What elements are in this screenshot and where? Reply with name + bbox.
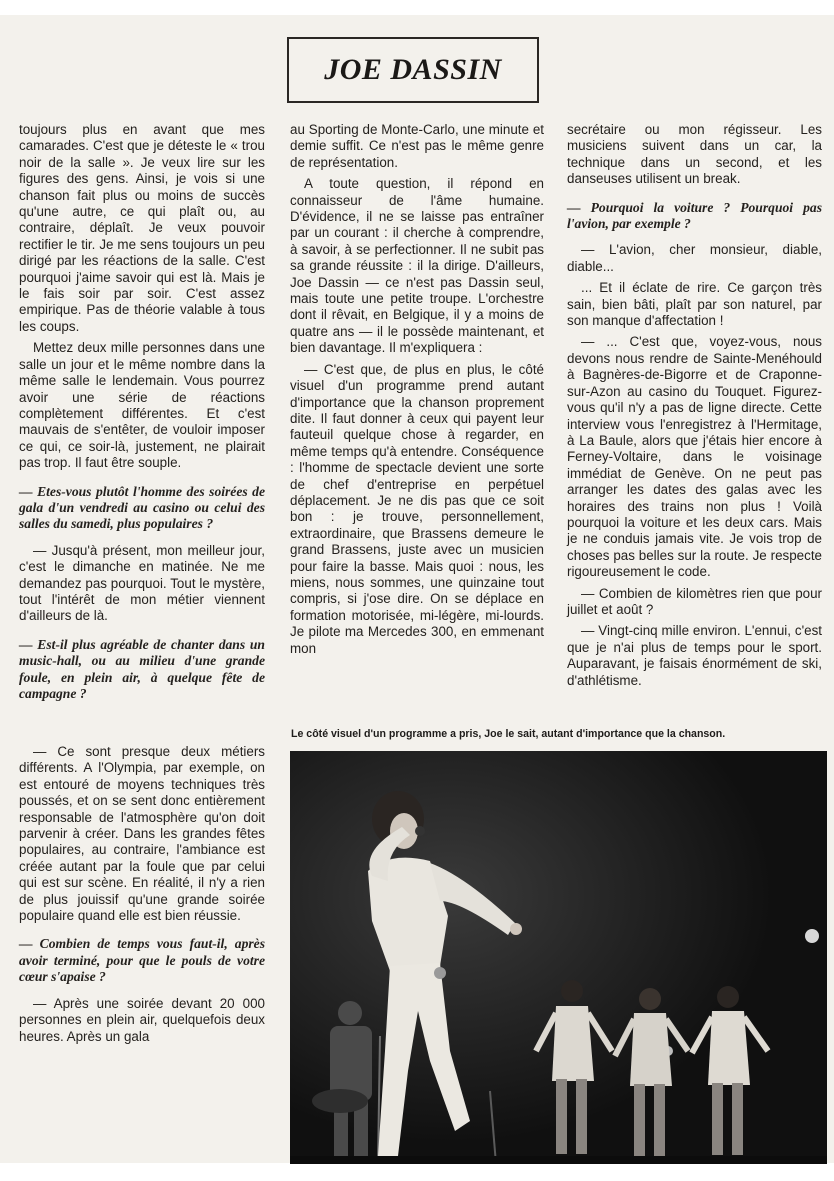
paragraph: au Sporting de Monte-Carlo, une minute et demie suffit. Ce n'est pas le même genre de représentation. (290, 122, 544, 170)
paragraph: — C'est que, de plus en plus, le côté visuel d'un programme prend autant d'importance que la chanson proprement dite. Il faut donner à ceux qui payent leur fauteuil quelque chose à regarder, en même temps qu'à entendre. Conséquence : l'homme de spectacle devient une sorte de chef d'entreprise en perpétuel déplacement. Je ne dis pas que ce soit bon : je trouve, personnellement, extraordinaire, que Brassens demeure le grand Brassens, juste avec un musicien pour faire la basse. Mais quoi : nous, les miens, nous sommes, une quinzaine tout compris, si j'ose dire. On se déplace en formation motorisée, mi-légère, mi-lourds. Je pilote ma Mercedes 300, en emmenant mon (290, 361, 544, 656)
interview-answer: — Ce sont presque deux métiers différents. A l'Olympia, par exemple, on est entouré de moyens techniques très poussés, et on se sent donc entièrement responsable de l'atmosphère qu'on doit parvenir à créer. Dans les grandes fêtes populaires, au contraire, l'ambiance est créée autant par la foule que par celui qui est sur scène. En réalité, il n'y a rien de plus jouissif qu'une grande soirée populaire quand elle est bien réussie. (19, 744, 265, 924)
interview-question: — Combien de temps vous faut-il, après avoir terminé, pour que le pouls de votre cœur s'apaise ? (19, 936, 265, 985)
interview-question-inline: — Combien de kilomètres rien que pour juillet et août ? (567, 585, 822, 617)
interview-answer: — Jusqu'à présent, mon meilleur jour, c'est le dimanche en matinée. Ne me demandez pas pourquoi. Tout le mystère, tout l'intérêt de mon métier viennent d'ailleurs de là. (19, 542, 265, 624)
stage-illustration (290, 751, 827, 1164)
interview-answer: — Après une soirée devant 20 000 personnes en plein air, quelquefois deux heures. Après un gala (19, 995, 265, 1044)
column-1-top (19, 122, 265, 712)
paragraph: Mettez deux mille personnes dans une salle un jour et le même nombre dans la même salle le lendemain. Vous pourrez avoir une série de réactions complètement différentes. Et c'est mauvais de s'entêter, de vouloir imposer ce qui, ce soir-là, justement, ne plairait pas trop. Il faut être souple. (19, 340, 265, 471)
interview-answer: — L'avion, cher monsieur, diable, diable... (567, 242, 822, 274)
column-1-bottom (19, 744, 265, 1050)
paragraph: ... Et il éclate de rire. Ce garçon très sain, bien bâti, plaît par son naturel, par son manque d'affectation ! (567, 280, 822, 329)
article-title-box (287, 37, 539, 103)
interview-question: — Est-il plus agréable de chanter dans un music-hall, ou au milieu d'une grande foule, en plein air, à quelque fête de campagne ? (19, 636, 265, 701)
stage-light-icon (805, 929, 819, 943)
column-2 (290, 122, 544, 662)
interview-answer: — Vingt-cinq mille environ. L'ennui, c'est que je n'ai plus de temps pour le sport. Auparavant, je faisais énormément de ski, d'athlétisme. (567, 623, 822, 688)
paragraph: A toute question, il répond en connaisseur de l'âme humaine. D'évidence, il ne se laisse pas entraîner par un courant : il cherche à comprendre, à savoir, à se perfectionner. Il ne subit pas sa grande réussite : il la dirige. D'ailleurs, Joe Dassin — ce n'est pas Dassin seul, mais toute une petite troupe. L'orchestre dont il rêvait, en Belgique, il y a moins de quatre ans — il le possède maintenant, et bien davantage. Il m'expliquera : (290, 176, 544, 356)
interview-answer: — ... C'est que, voyez-vous, nous devons nous rendre de Sainte-Menéhould à Bagnères-de-Bigorre et de Craponne-sur-Azon au casino du Touquet. Figurez-vous qu'il n'y a pas de ligne directe. Cette interview vous l'enregistrez à l'Hermitage, à La Baule, alors que j'étais hier encore à Ferney-Voltaire, dans le voisinage immédiat de Genève. On ne peut pas arranger les dates des galas avec les horaires des trains non plus ! Voilà pourquoi la voiture et les deux cars. Mais je ne conduis jamais vite. Je vois trop de choses pas belles sur la route. Je respecte rigoureusement le code. (567, 334, 822, 580)
column-3 (567, 122, 822, 694)
interview-question: — Etes-vous plutôt l'homme des soirées de gala d'un vendredi au casino ou celui des salles du samedi, plus populaires ? (19, 483, 265, 532)
paragraph: toujours plus en avant que mes camarades. C'est que je déteste le « trou noir de la salle ». Je veux lire sur les figures des gens. Ainsi, je vois si une chanson fait plus ou moins de succès qu'une autre, ce qui plaît ou, au contraire, déplaît. Je veux pouvoir rectifier le tir. Je me sens toujours un peu dirigé par les réactions de la salle. C'est pourquoi j'aime savoir qui est là. Mais je le fais soir par soir. C'est assez empirique. Pas de théorie valable à tous les coups. (19, 122, 265, 334)
magazine-page (0, 15, 834, 1163)
concert-photo (290, 751, 827, 1164)
article-title: JOE DASSIN (324, 53, 502, 86)
paragraph: secrétaire ou mon régisseur. Les musiciens suivent dans un car, la technique dans un second, et les danseuses utilisent un break. (567, 122, 822, 187)
photo-caption: Le côté visuel d'un programme a pris, Joe le sait, autant d'importance que la chanson. (291, 728, 726, 740)
interview-question: — Pourquoi la voiture ? Pourquoi pas l'avion, par exemple ? (567, 199, 822, 232)
